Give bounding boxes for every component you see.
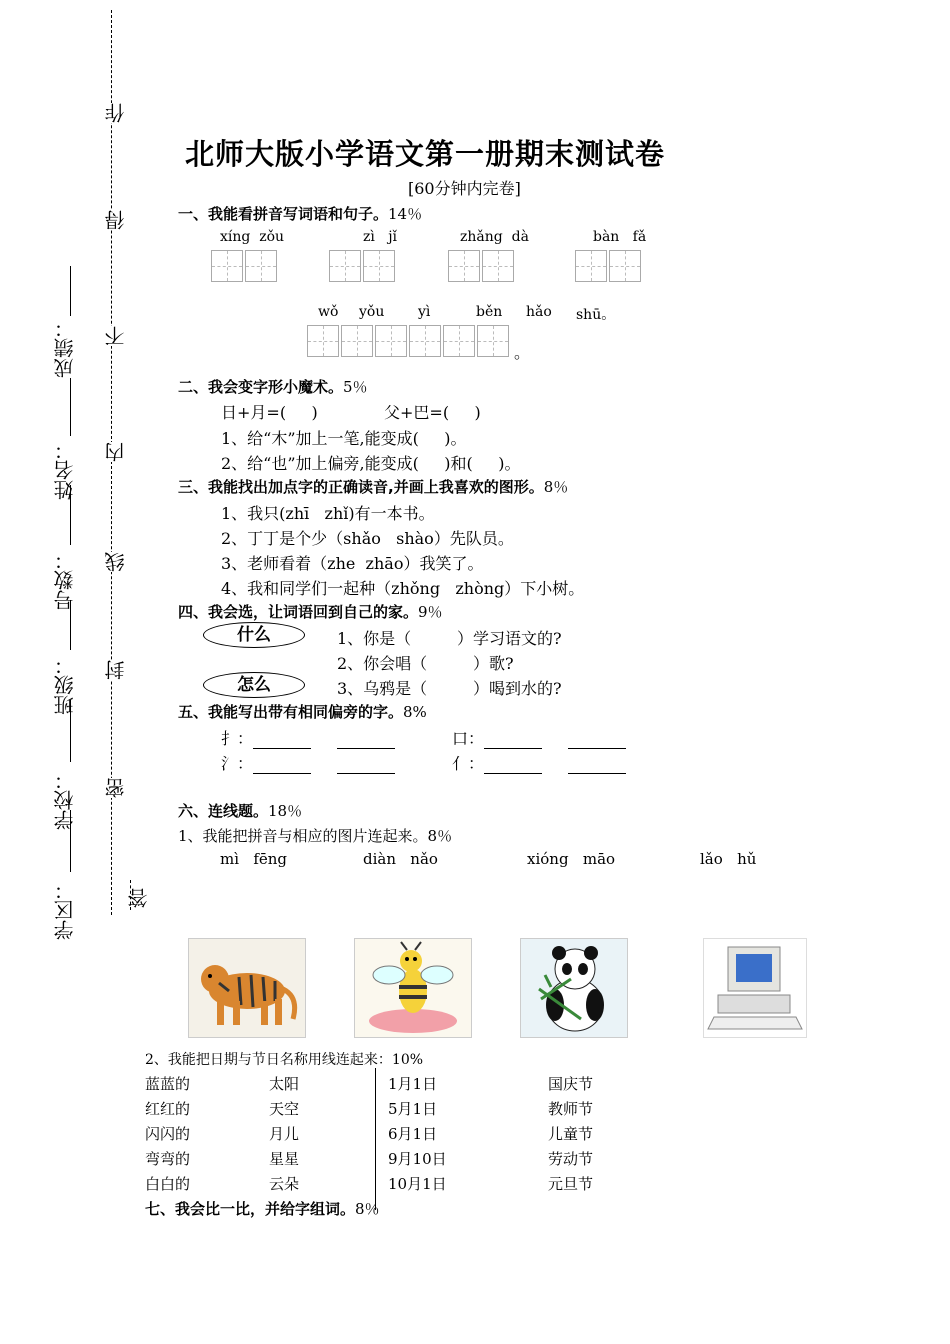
- answer-blank[interactable]: [568, 759, 626, 774]
- radical-shui: 氵：: [221, 754, 254, 773]
- radical-row-1: [221, 726, 421, 749]
- subquestion-6-1: 1、我能把拼音与相应的图片连起来。8％: [178, 827, 453, 845]
- section-5-title: 五、我能写出带有相同偏旁的字。: [178, 703, 404, 721]
- match-word-4: 星星: [269, 1150, 300, 1168]
- seal-char-mi: 密: [101, 778, 130, 798]
- left-word-1: 蓝蓝的: [145, 1075, 191, 1093]
- match-word-1: 太阳: [269, 1075, 300, 1093]
- seal-char-da: 答: [127, 888, 151, 908]
- match-word-3: 月儿: [269, 1125, 300, 1143]
- writing-grid-sentence[interactable]: [307, 325, 511, 357]
- pinyin-ziji: zì jǐ: [363, 229, 398, 245]
- section-7-points: 8％: [355, 1200, 380, 1218]
- left-word-5: 白白的: [145, 1175, 191, 1193]
- pinyin-xiongmao: xióng māo: [527, 850, 616, 868]
- field-score-blank[interactable]: [70, 266, 71, 316]
- match-word-5: 云朵: [269, 1175, 300, 1193]
- writing-grid-3[interactable]: [448, 250, 516, 282]
- computer-picture: [703, 938, 807, 1038]
- tian-cell[interactable]: [448, 250, 480, 282]
- radical-row-2: [221, 751, 421, 774]
- tian-cell[interactable]: [443, 325, 475, 357]
- field-number-label: 号数：: [53, 550, 77, 610]
- match-word-2: 天空: [269, 1100, 300, 1118]
- pinyin-diannao: diàn nǎo: [363, 850, 438, 868]
- panda-icon: [521, 939, 627, 1037]
- tian-cell[interactable]: [477, 325, 509, 357]
- option-shenme[interactable]: 什么: [203, 622, 305, 648]
- answer-blank[interactable]: [253, 734, 311, 749]
- section-6-heading: [178, 800, 302, 821]
- pinyin-you: yǒu: [359, 304, 385, 320]
- computer-icon: [704, 939, 806, 1037]
- date-4: 9月10日: [388, 1150, 447, 1168]
- field-name-blank[interactable]: [70, 378, 71, 436]
- bee-icon: [355, 939, 471, 1037]
- field-district-label: 学区：: [53, 880, 77, 940]
- tian-cell[interactable]: [363, 250, 395, 282]
- section-2-heading: [178, 376, 368, 397]
- left-word-4: 弯弯的: [145, 1150, 191, 1168]
- bee-picture: [354, 938, 472, 1038]
- festival-1: 国庆节: [548, 1075, 594, 1093]
- section-2-title: 二、我会变字形小魔术。: [178, 378, 344, 396]
- seal-char-zuo: 作: [101, 103, 130, 123]
- question-4-3: 3、乌鸦是（ ）喝到水的?: [337, 679, 562, 698]
- answer-blank[interactable]: [568, 734, 626, 749]
- date-3: 6月1日: [388, 1125, 438, 1143]
- pinyin-banfa: bàn fǎ: [593, 229, 647, 245]
- seal-char-feng: 封: [101, 660, 130, 680]
- equation-ri-yue: 日+月=( ): [221, 403, 318, 422]
- radical-shou: 扌：: [221, 729, 254, 748]
- section-6-title: 六、连线题。: [178, 802, 269, 820]
- section-3-heading: [178, 476, 568, 497]
- answer-blank[interactable]: [337, 734, 395, 749]
- tian-cell[interactable]: [409, 325, 441, 357]
- section-4-heading: [178, 601, 443, 622]
- section-3-title: 三、我能找出加点字的正确读音,并画上我喜欢的图形。: [178, 478, 544, 496]
- pinyin-zhangda: zhǎng dà: [460, 229, 529, 245]
- pinyin-ben: běn: [476, 304, 503, 320]
- radical-ren: 亻：: [452, 754, 485, 773]
- question-4-2: 2、你会唱（ ）歌?: [337, 654, 514, 673]
- question-2-1: 1、给“木”加上一笔,能变成( )。: [221, 429, 467, 448]
- section-4-title: 四、我会选，让词语回到自己的家。: [178, 603, 419, 621]
- writing-grid-4[interactable]: [575, 250, 643, 282]
- tian-cell[interactable]: [341, 325, 373, 357]
- pinyin-xingzou: xíng zǒu: [220, 229, 285, 245]
- answer-blank[interactable]: [337, 759, 395, 774]
- writing-grid-2[interactable]: [329, 250, 397, 282]
- section-5-points: 8%: [403, 703, 427, 721]
- tian-cell[interactable]: [211, 250, 243, 282]
- panda-picture: [520, 938, 628, 1038]
- left-word-2: 红红的: [145, 1100, 191, 1118]
- date-5: 10月1日: [388, 1175, 447, 1193]
- answer-blank[interactable]: [484, 759, 542, 774]
- tian-cell[interactable]: [609, 250, 641, 282]
- radical-row-1b: [452, 726, 652, 749]
- festival-3: 儿童节: [548, 1125, 594, 1143]
- pinyin-wo: wǒ: [318, 304, 339, 320]
- festival-4: 劳动节: [548, 1150, 594, 1168]
- festival-5: 元旦节: [548, 1175, 594, 1193]
- sentence-period: 。: [514, 343, 531, 362]
- pinyin-yi: yì: [418, 304, 431, 320]
- radical-kou: 口：: [452, 729, 485, 748]
- question-3-4: 4、我和同学们一起种（zhǒng zhòng）下小树。: [221, 579, 585, 598]
- page-subtitle: [60分钟内完卷]: [408, 179, 521, 198]
- date-1: 1月1日: [388, 1075, 438, 1093]
- field-class-label: 班级：: [53, 655, 77, 715]
- left-word-3: 闪闪的: [145, 1125, 191, 1143]
- tian-cell[interactable]: [575, 250, 607, 282]
- option-zenme[interactable]: 怎么: [203, 672, 305, 698]
- pinyin-laohu: lǎo hǔ: [700, 850, 757, 868]
- field-school-label: 学校：: [53, 770, 77, 830]
- question-4-1: 1、你是（ ）学习语文的?: [337, 629, 562, 648]
- seal-char-xian: 线: [101, 552, 130, 572]
- answer-blank[interactable]: [253, 759, 311, 774]
- section-3-points: 8％: [543, 478, 569, 496]
- tiger-icon: [189, 939, 305, 1037]
- section-6-points: 18％: [268, 802, 303, 820]
- tian-cell[interactable]: [329, 250, 361, 282]
- question-3-2: 2、丁丁是个少（shǎo shào）先队员。: [221, 529, 514, 548]
- section-2-points: 5％: [343, 378, 368, 396]
- tian-cell[interactable]: [375, 325, 407, 357]
- section-1-title: 一、我能看拼音写词语和句子。: [178, 205, 389, 223]
- section-4-points: 9％: [418, 603, 443, 621]
- date-2: 5月1日: [388, 1100, 438, 1118]
- field-name-label: 姓名：: [53, 440, 77, 500]
- section-5-heading: [178, 701, 427, 722]
- question-3-3: 3、老师看着（zhe zhāo）我笑了。: [221, 554, 484, 573]
- tiger-picture: [188, 938, 306, 1038]
- page-title: 北师大版小学语文第一册期末测试卷: [184, 137, 665, 171]
- equation-fu-ba: 父+巴=( ): [384, 403, 481, 422]
- pinyin-shu: shū。: [576, 307, 616, 323]
- seal-char-bu: 不: [101, 326, 130, 346]
- seal-char-nei: 内: [101, 442, 130, 462]
- writing-grid-1[interactable]: [211, 250, 279, 282]
- seal-char-de: 得: [101, 210, 130, 230]
- subquestion-6-2: 2、我能把日期与节日名称用线连起来：10%: [145, 1052, 424, 1068]
- section-1-heading: [178, 203, 422, 224]
- festival-2: 教师节: [548, 1100, 594, 1118]
- section-7-title: 七、我会比一比，并给字组词。: [145, 1200, 356, 1218]
- section-1-points: 14％: [388, 205, 423, 223]
- tian-cell[interactable]: [482, 250, 514, 282]
- tian-cell[interactable]: [307, 325, 339, 357]
- question-2-2: 2、给“也”加上偏旁,能变成( )和( )。: [221, 454, 521, 473]
- tian-cell[interactable]: [245, 250, 277, 282]
- radical-row-2b: [452, 751, 652, 774]
- section-7-heading: [145, 1198, 380, 1219]
- question-3-1: 1、我只(zhī zhǐ)有一本书。: [221, 504, 435, 523]
- pinyin-hao: hǎo: [526, 304, 552, 320]
- pinyin-mifeng: mì fēng: [220, 850, 288, 868]
- column-divider: [375, 1068, 376, 1210]
- field-score-label: 成绩：: [53, 318, 77, 378]
- answer-blank[interactable]: [484, 734, 542, 749]
